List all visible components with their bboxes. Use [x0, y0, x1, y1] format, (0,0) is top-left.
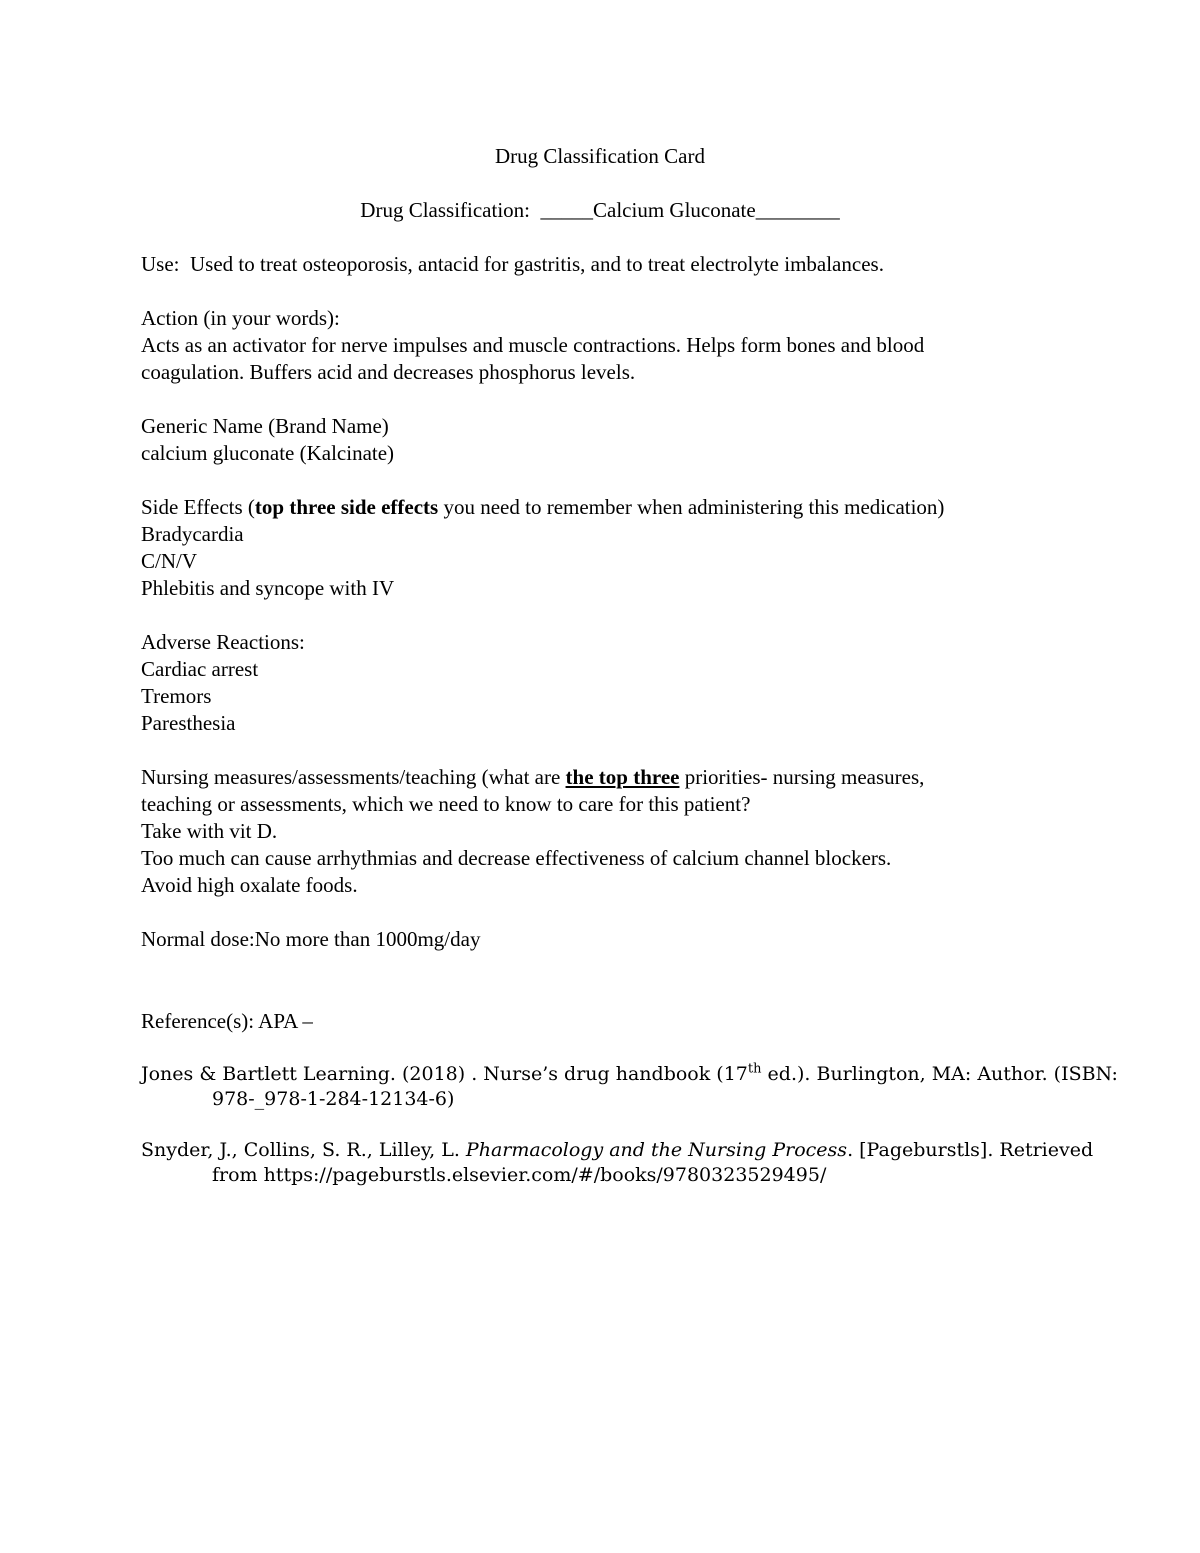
references-heading: Reference(s): APA –: [141, 1009, 313, 1033]
adverse-heading: Adverse Reactions:: [141, 630, 305, 654]
reference-2-line-2: from https://pageburstls.elsevier.com/#/books/9780323529495/: [212, 1164, 827, 1186]
side-effects-heading-pre: Side Effects (: [141, 495, 255, 519]
nursing-heading-bold: the top three: [565, 765, 680, 789]
names-value: calcium gluconate (Kalcinate): [141, 441, 395, 465]
dose-value: No more than 1000mg/day: [254, 927, 481, 951]
nursing-heading-line-2: teaching or assessments, which we need to know to care for this patient?: [141, 792, 751, 816]
action-heading: Action (in your words):: [141, 306, 340, 330]
reference-2-post: . [Pageburstls]. Retrieved: [847, 1139, 1094, 1161]
reference-1-line-2: 978-_978-1-284-12134-6): [212, 1088, 455, 1110]
side-effects-heading: [141, 494, 944, 521]
use-text: Used to treat osteoporosis, antacid for gastritis, and to treat electrolyte imbalances.: [190, 252, 884, 276]
nursing-item: Too much can cause arrhythmias and decrease effectiveness of calcium channel blockers.: [141, 846, 892, 870]
nursing-heading-post: priorities- nursing measures,: [679, 765, 925, 789]
nursing-item: Take with vit D.: [141, 819, 278, 843]
action-line-2: coagulation. Buffers acid and decreases phosphorus levels.: [141, 360, 636, 384]
reference-1: [141, 1062, 1118, 1087]
classification-label: Drug Classification:: [360, 198, 531, 222]
reference-2: [141, 1138, 1093, 1163]
side-effects-heading-bold: top three side effects: [254, 495, 439, 519]
reference-2-pre: Snyder, J., Collins, S. R., Lilley, L.: [141, 1139, 466, 1161]
page-title: Drug Classification Card: [495, 144, 705, 168]
reference-2-title: Pharmacology and the Nursing Process: [465, 1139, 848, 1161]
adverse-item: Tremors: [141, 684, 212, 708]
side-effect-item: Phlebitis and syncope with IV: [141, 576, 395, 600]
adverse-item: Cardiac arrest: [141, 657, 259, 681]
action-line-1: Acts as an activator for nerve impulses and muscle contractions. Helps form bones and blood: [141, 333, 925, 357]
use-line: [141, 251, 884, 278]
adverse-item: Paresthesia: [141, 711, 236, 735]
use-label: Use:: [141, 252, 180, 276]
nursing-item: Avoid high oxalate foods.: [141, 873, 358, 897]
side-effect-item: Bradycardia: [141, 522, 244, 546]
reference-1-sup: th: [747, 1061, 762, 1077]
classification-line: [0, 197, 1200, 224]
dose-label: Normal dose:: [141, 927, 255, 951]
reference-1-post: ed.). Burlington, MA: Author. (ISBN:: [761, 1063, 1118, 1085]
dose-line: [141, 926, 480, 953]
names-heading: Generic Name (Brand Name): [141, 414, 389, 438]
side-effect-item: C/N/V: [141, 549, 198, 573]
reference-1-pre: Jones & Bartlett Learning. (2018) . Nurse’s drug handbook (17: [141, 1063, 748, 1085]
nursing-heading: [141, 764, 924, 791]
nursing-heading-pre: Nursing measures/assessments/teaching (what are: [141, 765, 566, 789]
classification-value: _____Calcium Gluconate________: [540, 198, 840, 222]
side-effects-heading-post: you need to remember when administering this medication): [438, 495, 945, 519]
